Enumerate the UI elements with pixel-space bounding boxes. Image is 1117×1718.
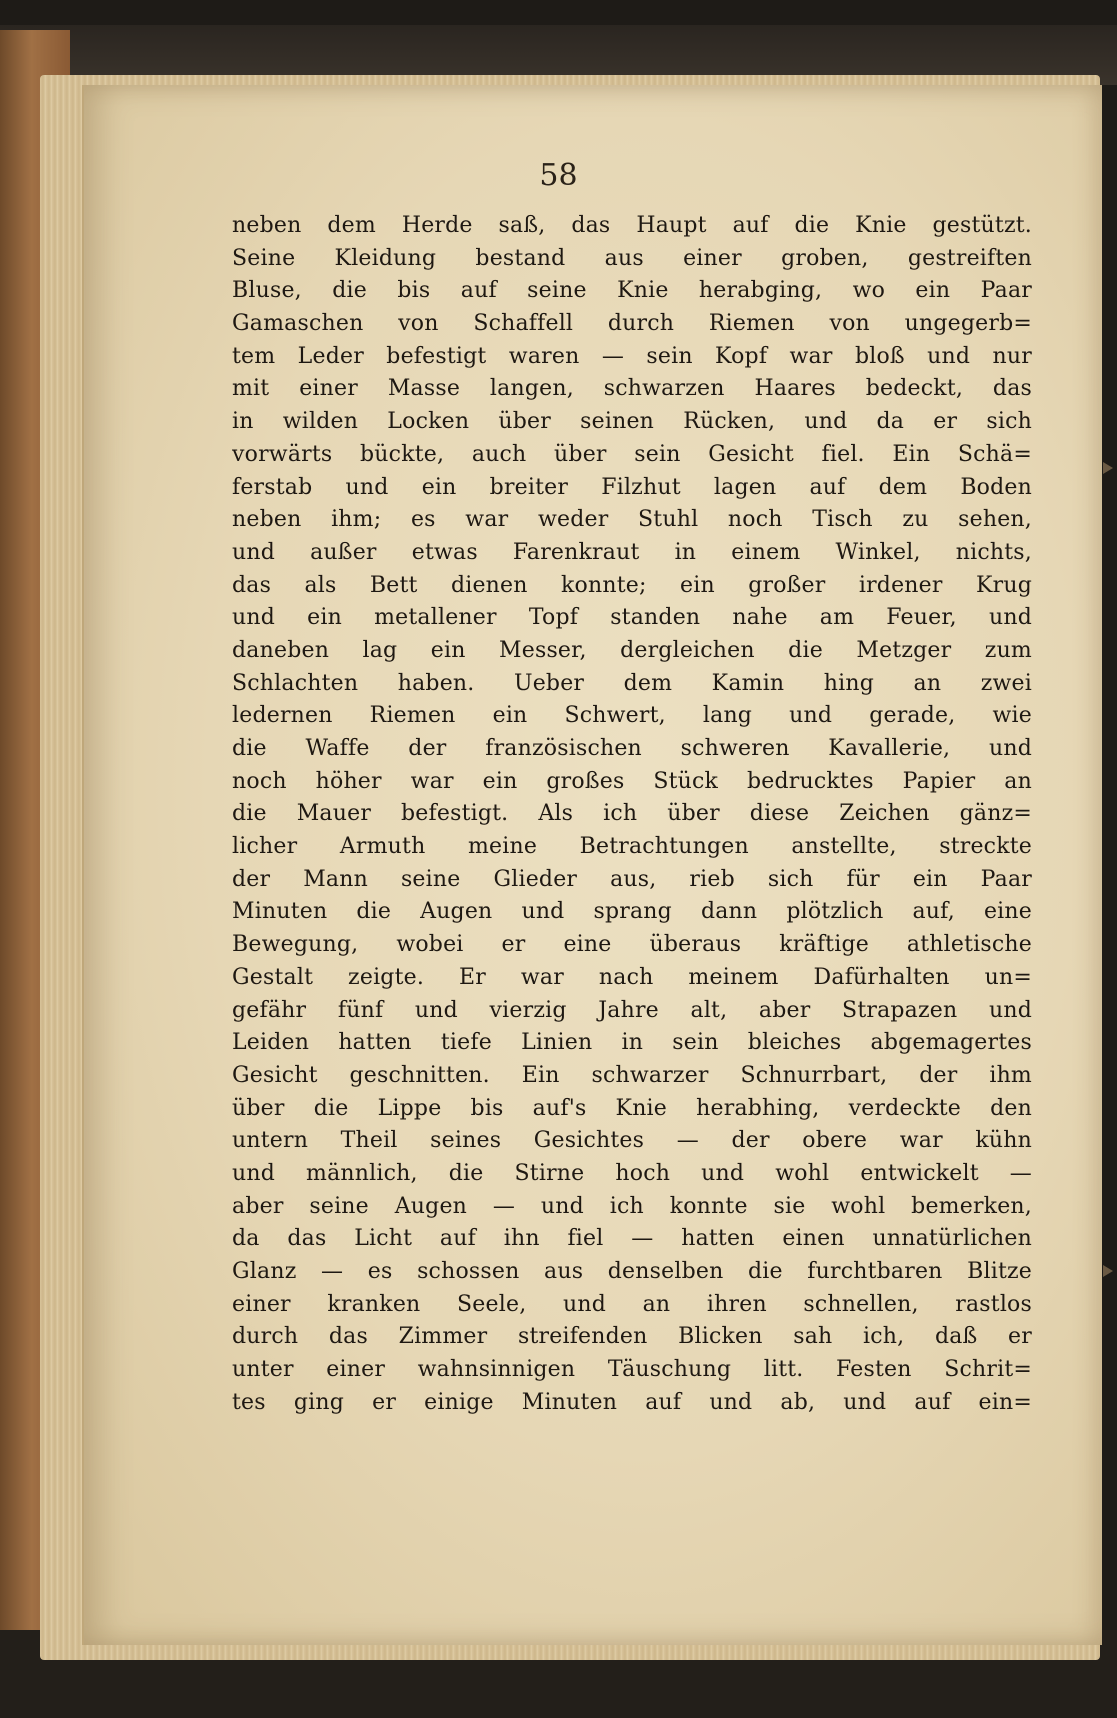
text-line: unter einer wahnsinnigen Täuschung litt. Festen Schrit= (232, 1357, 1032, 1383)
text-line: ferstab und ein breiter Filzhut lagen auf dem Boden (232, 474, 1032, 500)
margin-arrow-mark (1103, 462, 1113, 474)
text-line: da das Licht auf ihn fiel — hatten einen unnatürlichen (232, 1226, 1032, 1252)
text-line: das als Bett dienen konnte; ein großer irdener Krug (232, 572, 1032, 598)
text-line: Leiden hatten tiefe Linien in sein bleiches abgemagertes (232, 1030, 1032, 1056)
text-line: in wilden Locken über seinen Rücken, und da er sich (232, 409, 1032, 435)
margin-arrow-mark (1103, 1265, 1113, 1277)
text-line: Bewegung, wobei er eine überaus kräftige athletische (232, 932, 1032, 958)
text-line: aber seine Augen — und ich konnte sie wohl bemerken, (232, 1193, 1032, 1219)
text-line: neben ihm; es war weder Stuhl noch Tisch zu sehen, (232, 507, 1032, 533)
text-line: die Waffe der französischen schweren Kavallerie, und (232, 736, 1032, 761)
text-line: Gestalt zeigte. Er war nach meinem Dafürhalten un= (232, 964, 1032, 990)
text-line: durch das Zimmer streifenden Blicken sah ich, daß er (232, 1324, 1032, 1350)
text-line: Seine Kleidung bestand aus einer groben, gestreiften (232, 245, 1032, 271)
text-line: ledernen Riemen ein Schwert, lang und gerade, wie (232, 703, 1032, 729)
text-line: die Mauer befestigt. Als ich über diese Zeichen gänz= (232, 801, 1032, 827)
text-line: und ein metallener Topf standen nahe am Feuer, und (232, 605, 1032, 631)
text-line: Gamaschen von Schaffell durch Riemen von ungegerb= (232, 311, 1032, 337)
page-number: 58 (539, 158, 578, 193)
text-line: daneben lag ein Messer, dergleichen die Metzger zum (232, 637, 1032, 663)
text-line: gefähr fünf und vierzig Jahre alt, aber Strapazen und (232, 997, 1032, 1023)
text-line: Glanz — es schossen aus denselben die furchtbaren Blitze (232, 1259, 1032, 1284)
text-line: tes ging er einige Minuten auf und ab, und auf ein= (232, 1389, 1032, 1415)
text-line: der Mann seine Glieder aus, rieb sich für ein Paar (232, 866, 1032, 892)
text-line: licher Armuth meine Betrachtungen anstellte, streckte (232, 834, 1032, 860)
text-line: untern Theil seines Gesichtes — der obere war kühn (232, 1128, 1032, 1154)
text-line: und außer etwas Farenkraut in einem Winkel, nichts, (232, 539, 1032, 565)
text-line: Bluse, die bis auf seine Knie herabging, wo ein Paar (232, 278, 1032, 304)
text-line: Schlachten haben. Ueber dem Kamin hing an zwei (232, 670, 1032, 696)
text-line: einer kranken Seele, und an ihren schnellen, rastlos (232, 1291, 1032, 1317)
text-line: mit einer Masse langen, schwarzen Haares bedeckt, das (232, 376, 1032, 402)
body-text (232, 210, 1032, 1419)
text-line: tem Leder befestigt waren — sein Kopf war bloß und nur (232, 343, 1032, 369)
text-line: und männlich, die Stirne hoch und wohl entwickelt — (232, 1160, 1032, 1186)
text-line: Minuten die Augen und sprang dann plötzlich auf, eine (232, 899, 1032, 925)
text-line: über die Lippe bis auf's Knie herabhing, verdeckte den (232, 1095, 1032, 1121)
text-line: noch höher war ein großes Stück bedrucktes Papier an (232, 768, 1032, 794)
text-line: neben dem Herde saß, das Haupt auf die Knie gestützt. (232, 213, 1032, 238)
text-line: vorwärts bückte, auch über sein Gesicht fiel. Ein Schä= (232, 441, 1032, 467)
text-line: Gesicht geschnitten. Ein schwarzer Schnurrbart, der ihm (232, 1062, 1032, 1088)
